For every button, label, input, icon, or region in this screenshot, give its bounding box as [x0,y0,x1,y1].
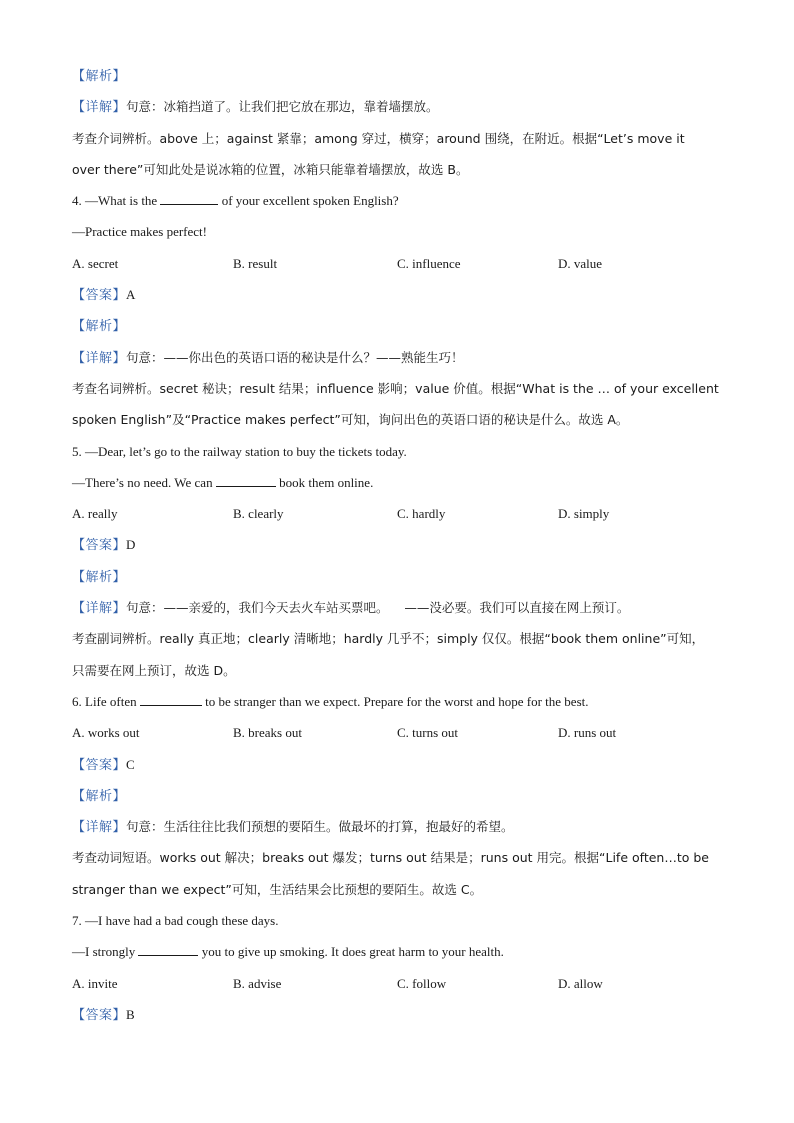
detail-line [72,91,722,122]
xiangjie-label: 【详解】 [72,601,127,617]
stem-pre: 4. —What is the [72,193,158,209]
explanation-line: 考查副词辨析。really 真正地；clearly 清晰地；hardly 几乎不；simply 仅仅。根据“book them online”可知， [72,631,705,647]
daan-label: 【答案】 [72,288,127,304]
xiangjie-label: 【详解】 [72,820,127,836]
answer-value: A [126,287,136,303]
reply-post: you to give up smoking. It does great harm to your health. [201,944,504,960]
option-a: A. really [72,506,118,522]
analysis-heading [72,561,722,592]
reply-pre: —There’s no need. We can [72,474,213,490]
option-d: D. allow [558,975,603,991]
answer-value: B [126,1006,135,1022]
question-5-reply [72,467,722,498]
jiexi-label: 【解析】 [72,69,127,84]
answer-line [72,279,722,310]
option-a: A. invite [72,975,118,991]
answer-value: D [126,537,136,553]
stem-post: to be stranger than we expect. Prepare for the worst and hope for the best. [205,693,589,709]
jiexi-label: 【解析】 [72,569,127,585]
option-d: D. runs out [558,725,617,741]
stem-post: of your excellent spoken English? [221,193,399,209]
answer-line [72,999,722,1030]
answer-blank [138,943,198,956]
option-b: B. result [233,255,278,271]
option-d: D. value [558,255,603,271]
explanation-line: spoken English”及“Practice makes perfect”可知，询问出色的英语口语的秘诀是什么。故选 A。 [72,412,629,428]
detail-line [72,342,722,373]
exam-page [72,60,722,1030]
option-b: B. advise [233,975,282,991]
jiexi-label: 【解析】 [72,788,127,804]
detail-text: 句意：——你出色的英语口语的秘诀是什么？——熟能生巧！ [126,349,464,365]
explanation-line: 考查名词辨析。secret 秘诀；result 结果；influence 影响；value 价值。根据“What is the … of your excellent [72,380,719,396]
option-c: C. turns out [397,725,459,741]
option-b: B. clearly [233,506,284,522]
detail-line [72,811,722,842]
option-c: C. follow [397,975,447,991]
option-c: C. hardly [397,506,446,522]
question-6-options [72,717,722,748]
question-4-stem [72,185,722,216]
xiangjie-label: 【详解】 [72,350,127,366]
option-d: D. simply [558,506,610,522]
answer-line [72,529,722,560]
option-b: B. breaks out [233,725,302,741]
reply-pre: —I strongly [72,944,136,960]
question-4-options [72,248,722,279]
stem-pre: 6. Life often [72,693,137,709]
xiangjie-label: 【详解】 [72,100,127,116]
question-7-options [72,968,722,999]
question-5-stem: 5. —Dear, let’s go to the railway station to buy the tickets today. [72,443,407,459]
question-7-reply [72,936,722,967]
explanation-line: 考查介词辨析。above 上；against 紧靠；among 穿过，横穿；around 围绕，在附近。根据“Let’s move it [72,130,685,146]
reply-post: book them online. [279,474,374,490]
question-4-reply: —Practice makes perfect! [72,224,207,240]
question-6-stem [72,686,722,717]
answer-blank [140,693,202,706]
explanation-line: stranger than we expect”可知，生活结果会比预想的要陌生。故选 C。 [72,881,483,897]
detail-text: 句意：——亲爱的，我们今天去火车站买票吧。 ——没必要。我们可以直接在网上预订。 [126,600,630,616]
option-a: A. secret [72,255,119,271]
daan-label: 【答案】 [72,757,127,773]
detail-text: 句意：冰箱挡道了。让我们把它放在那边，靠着墙摆放。 [126,99,439,115]
analysis-heading [72,60,722,91]
analysis-heading [72,780,722,811]
answer-blank [216,474,276,487]
explanation-line: 只需要在网上预订，故选 D。 [72,662,236,678]
option-a: A. works out [72,725,140,741]
detail-line [72,592,722,623]
analysis-heading [72,310,722,341]
explanation-line: over there”可知此处是说冰箱的位置，冰箱只能靠着墙摆放，故选 B。 [72,161,469,177]
option-c: C. influence [397,255,461,271]
question-7-stem: 7. —I have had a bad cough these days. [72,913,279,929]
answer-blank [160,192,218,205]
answer-value: C [126,756,135,772]
daan-label: 【答案】 [72,1007,127,1023]
question-5-options [72,498,722,529]
answer-line [72,749,722,780]
daan-label: 【答案】 [72,538,127,554]
detail-text: 句意：生活往往比我们预想的要陌生。做最坏的打算，抱最好的希望。 [126,819,514,835]
jiexi-label: 【解析】 [72,319,127,335]
explanation-line: 考查动词短语。works out 解决；breaks out 爆发；turns out 结果是；runs out 用完。根据“Life often…to be [72,850,709,866]
